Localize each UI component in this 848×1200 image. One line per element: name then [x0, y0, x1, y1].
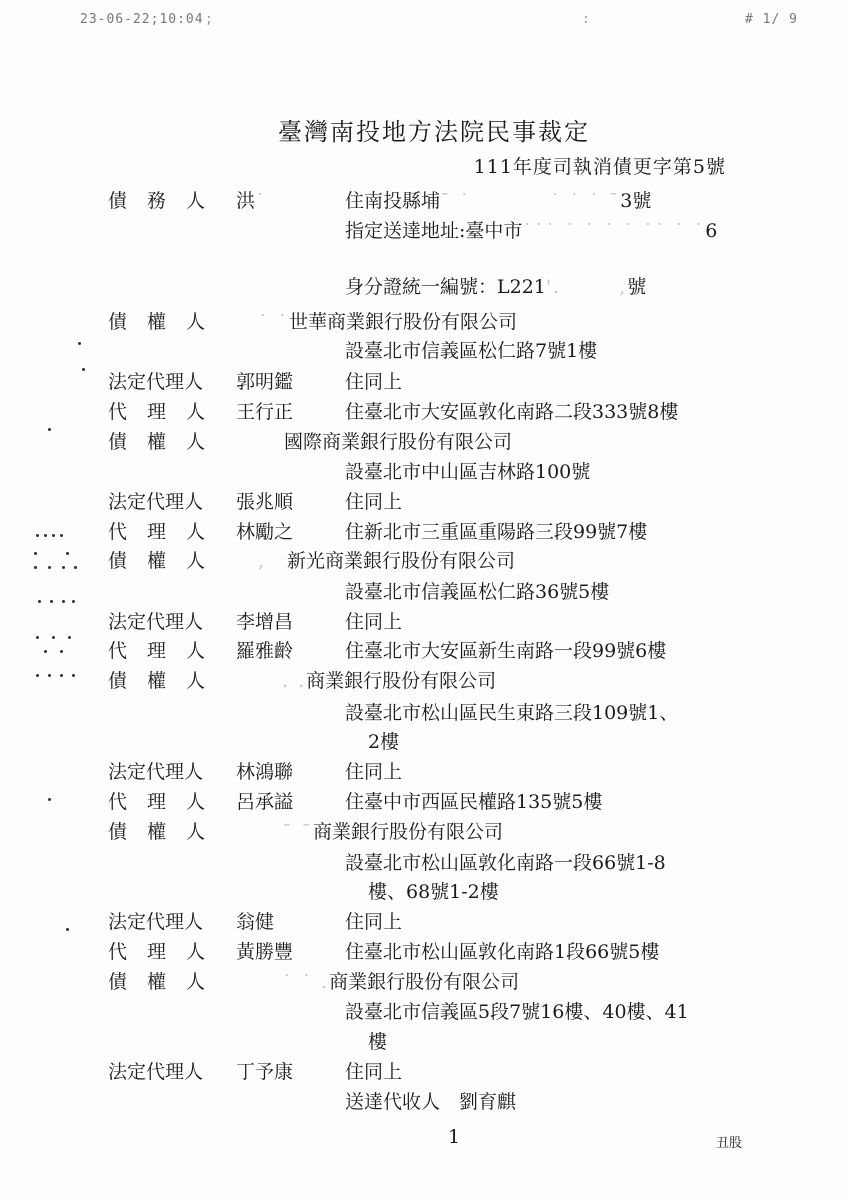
debtor-id-row — [0, 272, 848, 302]
legal-rep-address: 住同上 — [345, 611, 403, 633]
agent-name: 呂承謚 — [236, 791, 294, 813]
creditor-role: 債權人 — [108, 670, 226, 692]
debtor-role: 債務人 — [108, 190, 226, 212]
agent-name: 林勵之 — [236, 521, 294, 543]
creditor-name: 國際商業銀行股份有限公司 — [284, 431, 513, 453]
debtor-id: 身分證統一編號：L221'. ,號 — [345, 276, 647, 298]
debtor-service-address: 指定送達地址:臺中市˙˙˙ ˙ ˙ ˙ ˙ ˙˙ ˙ ˙6 — [345, 220, 718, 242]
debtor-service-address-row — [0, 216, 848, 246]
creditor-address-cont-row — [0, 877, 848, 907]
creditor-role: 債權人 — [108, 431, 226, 453]
creditor-row — [0, 427, 848, 457]
service-receiver-row — [0, 1087, 848, 1117]
debtor-row — [0, 186, 848, 216]
legal-rep-address: 住同上 — [345, 911, 403, 933]
legal-rep-address: 住同上 — [345, 491, 403, 513]
creditor-address-cont: 樓、68號1-2樓 — [368, 881, 499, 903]
agent-row — [0, 397, 848, 427]
agent-name: 王行正 — [236, 401, 294, 423]
fax-page-indicator: # 1/ 9 — [745, 12, 798, 27]
agent-role: 代理人 — [108, 941, 226, 963]
legal-rep-address: 住同上 — [345, 371, 403, 393]
creditor-address-cont: 樓 — [368, 1031, 388, 1053]
division-label: 丑股 — [716, 1136, 743, 1151]
legal-rep-role: 法定代理人 — [108, 491, 204, 513]
fax-header — [0, 12, 848, 34]
legal-rep-role: 法定代理人 — [108, 1061, 204, 1083]
legal-rep-address: 住同上 — [345, 761, 403, 783]
agent-role: 代理人 — [108, 791, 226, 813]
creditor-address: 設臺北市信義區5段7號16樓、40樓、41 — [345, 1001, 689, 1023]
fax-timestamp: 23-06-22;10:04 — [80, 12, 204, 27]
creditor-address: 設臺北市松山區敦化南路一段66號1-8 — [345, 852, 666, 874]
legal-rep-address: 住同上 — [345, 1061, 403, 1083]
agent-role: 代理人 — [108, 640, 226, 662]
creditor-row — [0, 546, 848, 576]
creditor-address: 設臺北市信義區松仁路36號5樓 — [345, 581, 610, 603]
agent-row — [0, 517, 848, 547]
service-receiver: 送達代收人 劉育麒 — [345, 1091, 517, 1113]
agent-address: 住臺北市松山區敦化南路1段66號5樓 — [345, 941, 660, 963]
creditor-name: ˙ ˙世華商業銀行股份有限公司 — [258, 311, 518, 333]
agent-name: 羅雅齡 — [236, 640, 294, 662]
creditor-role: 債權人 — [108, 821, 226, 843]
fax-separator: ; — [205, 12, 214, 27]
creditor-address: 設臺北市松山區民生東路三段109號1、 — [345, 702, 679, 724]
legal-rep-name: 張兆順 — [236, 491, 294, 513]
legal-rep-role: 法定代理人 — [108, 761, 204, 783]
agent-address: 住臺北市大安區敦化南路二段333號8樓 — [345, 401, 679, 423]
debtor-address: 住南投縣埔¯ ˙ ˙ ˙ ˙ ¯3號 — [345, 190, 652, 212]
creditor-address-cont: 2樓 — [368, 731, 400, 753]
legal-rep-row — [0, 907, 848, 937]
legal-rep-role: 法定代理人 — [108, 611, 204, 633]
creditor-row — [0, 817, 848, 847]
agent-address: 住臺北市大安區新生南路一段99號6樓 — [345, 640, 667, 662]
agent-row — [0, 787, 848, 817]
creditor-name: , 新光商業銀行股份有限公司 — [258, 550, 516, 572]
agent-name: 黃勝豐 — [236, 941, 294, 963]
agent-role: 代理人 — [108, 521, 226, 543]
creditor-address-row — [0, 997, 848, 1027]
creditor-name: . .商業銀行股份有限公司 — [282, 670, 497, 692]
creditor-address-row — [0, 336, 848, 366]
creditor-address: 設臺北市信義區松仁路7號1樓 — [345, 340, 598, 362]
creditor-role: 債權人 — [108, 971, 226, 993]
creditor-role: 債權人 — [108, 311, 226, 333]
fax-separator: : — [582, 12, 591, 27]
agent-role: 代理人 — [108, 401, 226, 423]
legal-rep-row — [0, 607, 848, 637]
legal-rep-row — [0, 1057, 848, 1087]
creditor-row — [0, 307, 848, 337]
legal-rep-row — [0, 487, 848, 517]
agent-address: 住新北市三重區重陽路三段99號7樓 — [345, 521, 648, 543]
creditor-name: ˙ ˙ .商業銀行股份有限公司 — [282, 971, 520, 993]
legal-rep-name: 丁予康 — [236, 1061, 294, 1083]
creditor-name: ¯ ¯商業銀行股份有限公司 — [282, 821, 504, 843]
legal-rep-name: 林鴻聯 — [236, 761, 294, 783]
creditor-row — [0, 967, 848, 997]
agent-row — [0, 636, 848, 666]
creditor-address-row — [0, 577, 848, 607]
agent-address: 住臺中市西區民權路135號5樓 — [345, 791, 603, 813]
legal-rep-row — [0, 757, 848, 787]
legal-rep-role: 法定代理人 — [108, 911, 204, 933]
debtor-name: 洪˙ — [236, 190, 267, 212]
case-number: 111年度司執消債更字第5號 — [473, 156, 726, 178]
document-title: 臺灣南投地方法院民事裁定 — [278, 118, 590, 146]
creditor-address-row — [0, 457, 848, 487]
creditor-address: 設臺北市中山區吉林路100號 — [345, 461, 591, 483]
legal-rep-row — [0, 367, 848, 397]
creditor-address-cont-row — [0, 727, 848, 757]
page-number: 1 — [448, 1126, 461, 1148]
legal-rep-name: 翁健 — [236, 911, 275, 933]
creditor-address-cont-row — [0, 1027, 848, 1057]
agent-row — [0, 937, 848, 967]
creditor-row — [0, 666, 848, 696]
creditor-address-row — [0, 848, 848, 878]
legal-rep-name: 李增昌 — [236, 611, 294, 633]
legal-rep-role: 法定代理人 — [108, 371, 204, 393]
creditor-role: 債權人 — [108, 550, 226, 572]
legal-rep-name: 郭明鑑 — [236, 371, 294, 393]
creditor-address-row — [0, 698, 848, 728]
